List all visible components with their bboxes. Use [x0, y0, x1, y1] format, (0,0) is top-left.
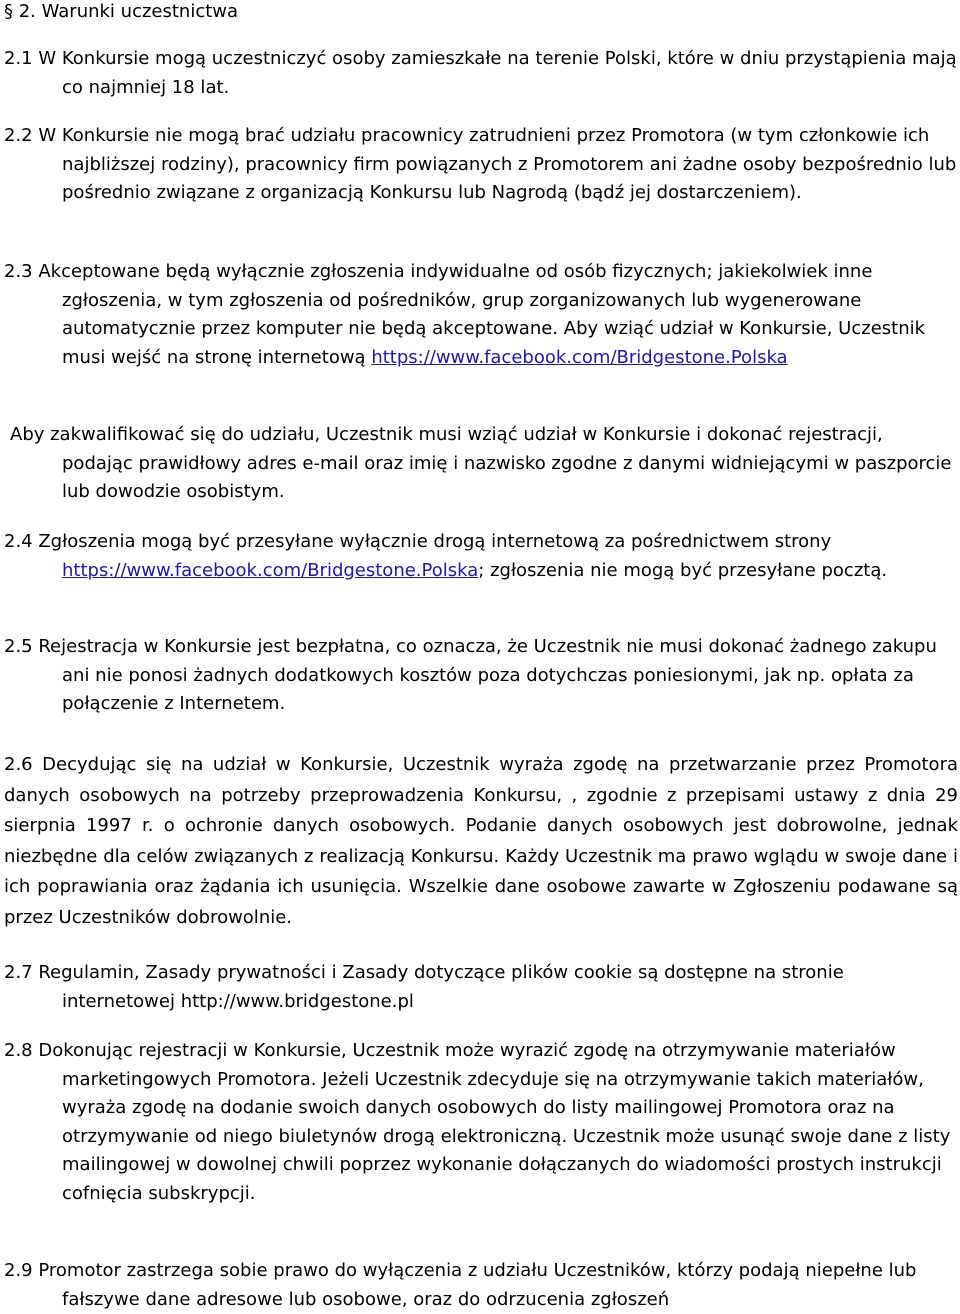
paragraph-2-1: 2.1 W Konkursie mogą uczestniczyć osoby zamieszkałe na terenie Polski, które w dniu przystąpienia mają co najmniej 18 lat.	[4, 48, 957, 98]
paragraph-2-9: 2.9 Promotor zastrzega sobie prawo do wyłączenia z udziału Uczestników, którzy podają niepełne lub fałszywe dane adresowe lub osobowe, oraz do odrzucenia zgłoszeń	[4, 1260, 917, 1310]
section-title: § 2. Warunki uczestnictwa	[4, 1, 239, 22]
paragraph-2-8: 2.8 Dokonując rejestracji w Konkursie, Uczestnik może wyrazić zgodę na otrzymywanie materiałów marketingowych Promotora. Jeżeli Uczestnik zdecyduje się na otrzymywanie takich materiałów, wyraża zgodę na dodanie swoich danych osobowych do listy mailingowej Promotora oraz na otrzymywanie od niego biuletynów drogą elektroniczną. Uczestnik może usunąć swoje dane z listy mailingowej w dowolnej chwili poprzez wykonanie dołączanych do wiadomości prostych instrukcji cofnięcia subskrypcji.	[4, 1040, 951, 1204]
paragraph-2-4-text-before: 2.4 Zgłoszenia mogą być przesyłane wyłącznie drogą internetową za pośrednictwem strony	[4, 531, 832, 552]
paragraph-2-7: 2.7 Regulamin, Zasady prywatności i Zasady dotyczące plików cookie są dostępne na stronie internetowej http://www.bridgestone.pl	[4, 962, 844, 1012]
paragraph-2-3-text: 2.3 Akceptowane będą wyłącznie zgłoszenia indywidualne od osób fizycznych; jakiekolwiek inne zgłoszenia, w tym zgłoszenia od pośredników, grup zorganizowanych lub wygenerowane automatycznie przez komputer nie będą akceptowane. Aby wziąć udział w Konkursie, Uczestnik musi wejść na stronę internetową	[4, 261, 926, 368]
paragraph-qualify: Aby zakwalifikować się do udziału, Uczestnik musi wziąć udział w Konkursie i dokonać rejestracji, podając prawidłowy adres e-mail oraz imię i nazwisko zgodne z danymi widniejącymi w paszporcie lub dowodzie osobistym.	[10, 424, 952, 502]
paragraph-2-2: 2.2 W Konkursie nie mogą brać udziału pracownicy zatrudnieni przez Promotora (w tym członkowie ich najbliższej rodziny), pracownicy firm powiązanych z Promotorem ani żadne osoby bezpośrednio lub pośrednio związane z organizacją Konkursu lub Nagrodą (bądź jej dostarczeniem).	[4, 125, 957, 203]
paragraph-2-5: 2.5 Rejestracja w Konkursie jest bezpłatna, co oznacza, że Uczestnik nie musi dokonać żadnego zakupu ani nie ponosi żadnych dodatkowych kosztów poza dotychczas poniesionymi, jak np. opłata za połączenie z Internetem.	[4, 636, 937, 714]
facebook-link[interactable]: https://www.facebook.com/Bridgestone.Polska	[371, 346, 788, 368]
paragraph-2-4	[0, 528, 958, 585]
paragraph-2-6: 2.6 Decydując się na udział w Konkursie, Uczestnik wyraża zgodę na przetwarzanie przez Promotora danych osobowych na potrzeby przeprowadzenia Konkursu, , zgodnie z przepisami ustawy z dnia 29 sierpnia 1997 r. o ochronie danych osobowych. Podanie danych osobowych jest dobrowolne, jednak niezbędne dla celów związanych z realizacją Konkursu. Każdy Uczestnik ma prawo wglądu w swoje dane i ich poprawiania oraz żądania ich usunięcia. Wszelkie dane osobowe zawarte w Zgłoszeniu podawane są przez Uczestników dobrowolnie.	[4, 754, 958, 928]
paragraph-2-3	[0, 258, 958, 372]
paragraph-2-4-text-after: ; zgłoszenia nie mogą być przesyłane pocztą.	[478, 559, 888, 581]
facebook-link-2[interactable]: https://www.facebook.com/Bridgestone.Polska	[62, 559, 479, 581]
